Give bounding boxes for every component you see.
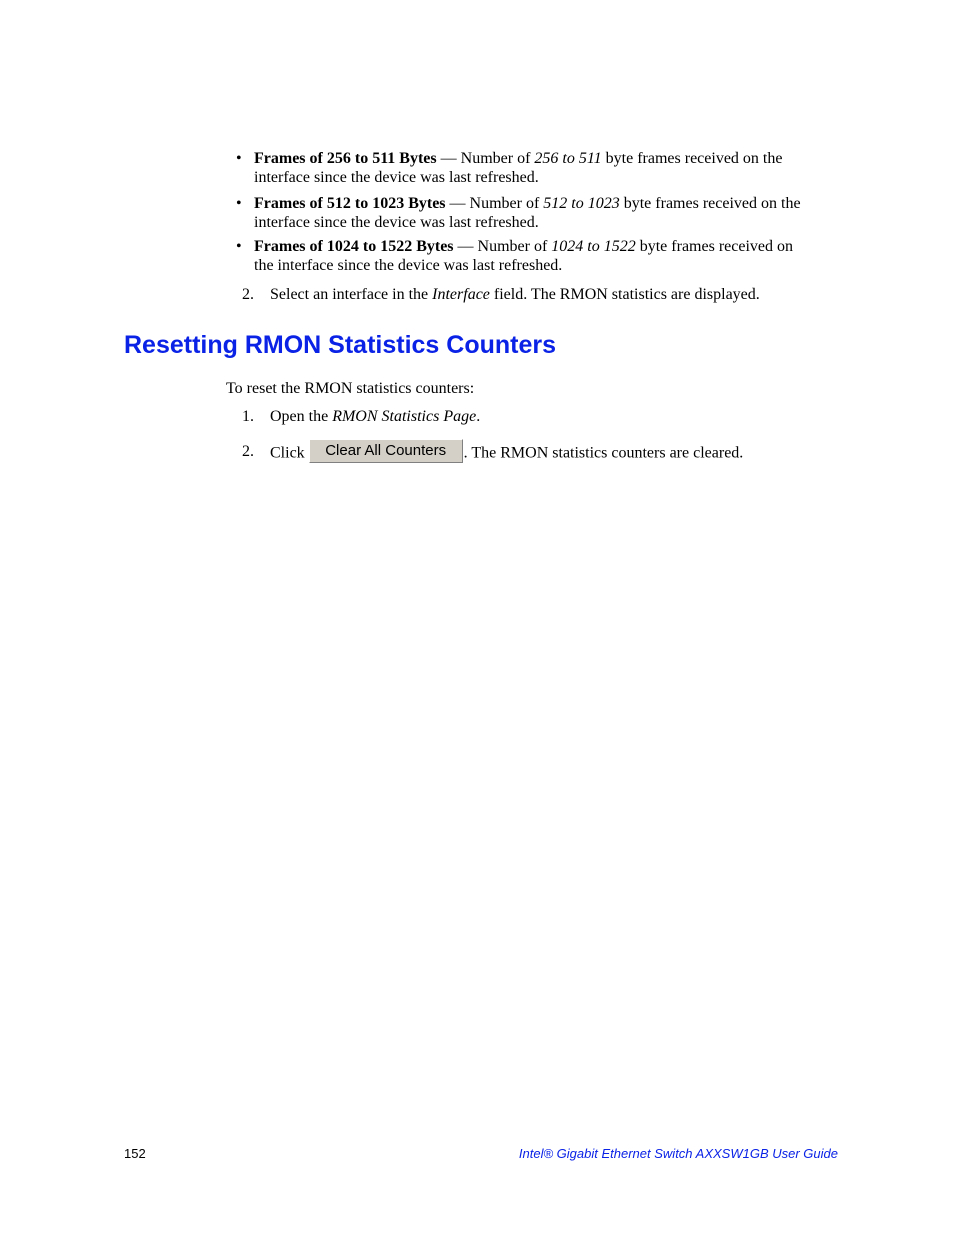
- bullet-term: Frames of 256 to 511 Bytes: [254, 150, 437, 167]
- bullet-range: 512 to 1023: [543, 195, 620, 212]
- bullet-rest: byte frames received on: [635, 238, 793, 255]
- step-text-before: Select an interface in the: [270, 286, 433, 303]
- bullet-term: Frames of 512 to 1023 Bytes: [254, 195, 446, 212]
- guide-title: Intel® Gigabit Ethernet Switch AXXSW1GB User Guide: [518, 1146, 838, 1161]
- bullet-line-2: the interface since the device was last refreshed.: [254, 257, 563, 274]
- bullet-range: 1024 to 1522: [551, 238, 636, 255]
- bullet-range: 256 to 511: [534, 150, 602, 167]
- bullet-dash-text: — Number of: [436, 150, 535, 167]
- step-text-after: field. The RMON statistics are displayed.: [489, 286, 760, 303]
- step-text-before: Click: [270, 444, 305, 462]
- bullet-dash-text: — Number of: [445, 195, 544, 212]
- clear-all-counters-button[interactable]: Clear All Counters: [309, 439, 463, 463]
- bullet-dash-text: — Number of: [453, 238, 552, 255]
- step-text-after: . The RMON statistics counters are cleared.: [463, 444, 744, 462]
- step-number: 2.: [242, 286, 254, 303]
- page-number: 152: [124, 1146, 146, 1161]
- step-text: [270, 407, 480, 426]
- section-heading: Resetting RMON Statistics Counters: [124, 331, 557, 359]
- bullet-rest: byte frames received on the: [619, 195, 801, 212]
- rmon-page-link-text: RMON Statistics Page: [332, 408, 477, 425]
- bullet-text: [254, 237, 848, 275]
- bullet-rest: byte frames received on the: [601, 150, 783, 167]
- step-number: 2.: [242, 443, 254, 460]
- bullet-marker: •: [236, 195, 242, 212]
- bullet-marker: •: [236, 238, 242, 255]
- section-intro: To reset the RMON statistics counters:: [226, 380, 475, 397]
- bullet-marker: •: [236, 150, 242, 167]
- bullet-term: Frames of 1024 to 1522 Bytes: [254, 238, 454, 255]
- bullet-line-1: [254, 194, 848, 213]
- step-text-before: Open the: [270, 408, 333, 425]
- step-number: 1.: [242, 408, 254, 425]
- step-text: [270, 285, 760, 304]
- bullet-text: [254, 194, 848, 232]
- step-text-after: .: [476, 408, 481, 425]
- bullet-text: [254, 149, 848, 187]
- step-text: [270, 442, 743, 466]
- bullet-line-2: interface since the device was last refreshed.: [254, 169, 539, 186]
- bullet-line-1: [254, 237, 848, 256]
- interface-field-name: Interface: [432, 286, 490, 303]
- bullet-line-2: interface since the device was last refreshed.: [254, 214, 539, 231]
- bullet-line-1: [254, 149, 848, 168]
